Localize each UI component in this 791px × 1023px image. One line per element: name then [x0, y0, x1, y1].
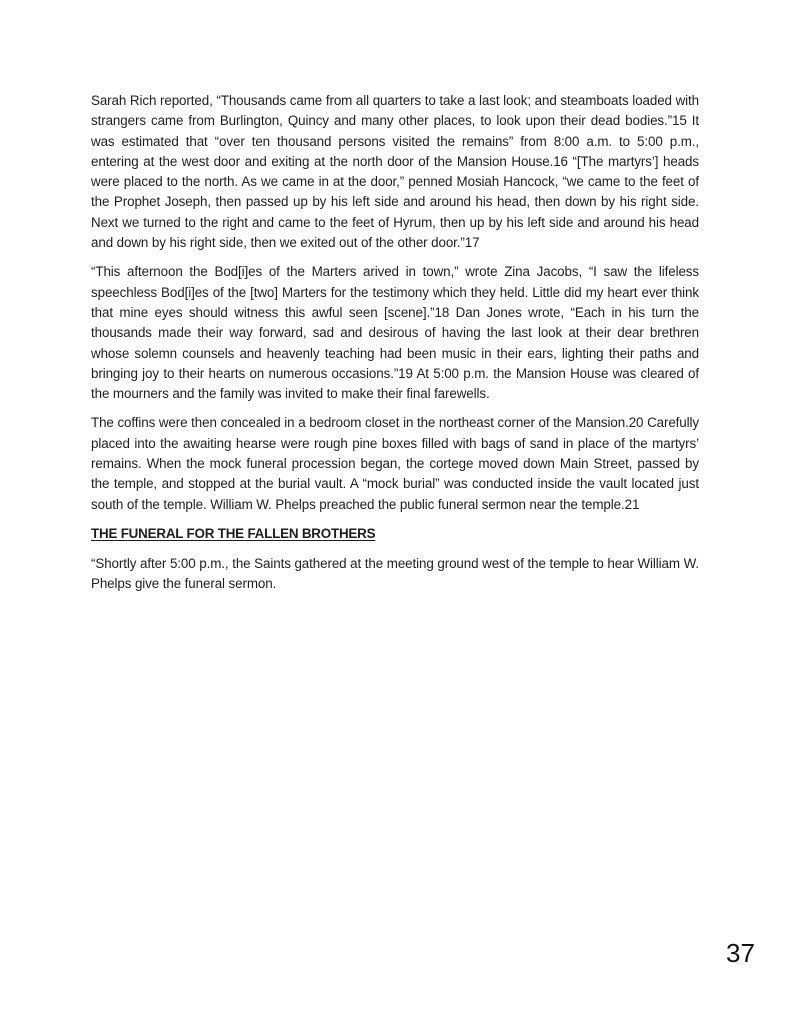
page-body: [91, 91, 699, 604]
paragraph-zina-jacobs: “This afternoon the Bod[i]es of the Marters arived in town,” wrote Zina Jacobs, “I saw the lifeless speechless Bod[i]es of the [two] Marters for the testimony which they held. Little did my heart ever think that mine eyes should witness this awful seen [scene].”18 Dan Jones wrote, “Each in his turn the thousands made their way forward, sad and desirous of having the last look at their dear brethren whose solemn counsels and heavenly teaching had been music in their ears, lighting their paths and bringing joy to their hearts on numerous occasions.”19 At 5:00 p.m. the Mansion House was cleared of the mourners and the family was invited to make their final farewells.: [91, 264, 699, 402]
page-number: 37: [726, 938, 755, 968]
paragraph-viewing: Sarah Rich reported, “Thousands came from all quarters to take a last look; and steamboats loaded with strangers came from Burlington, Quincy and many other places, to look upon their dead bodies.”15 It was estimated that “over ten thousand persons visited the remains” from 8:00 a.m. to 5:00 p.m., entering at the west door and exiting at the north door of the Mansion House.16 “[The martyrs’] heads were placed to the north. As we came in at the door,” penned Mosiah Hancock, “we came to the feet of the Prophet Joseph, then passed up by his left side and around his head, then down by his right side. Next we turned to the right and came to the feet of Hyrum, then up by his left side and around his head and down by his right side, then we exited out of the other door.”17: [91, 93, 699, 251]
paragraph-funeral-sermon: “Shortly after 5:00 p.m., the Saints gathered at the meeting ground west of the temple to hear William W. Phelps give the funeral sermon.: [91, 555, 699, 592]
paragraph-mock-burial: The coffins were then concealed in a bedroom closet in the northeast corner of the Mansion.20 Carefully placed into the awaiting hearse were rough pine boxes filled with bags of sand in place of the martyrs’ remains. When the mock funeral procession began, the cortege moved down Main Street, passed by the temple, and stopped at the burial vault. A “mock burial” was conducted inside the vault located just south of the temple. William W. Phelps preached the public funeral sermon near the temple.21: [91, 415, 699, 512]
section-heading: THE FUNERAL FOR THE FALLEN BROTHERS: [91, 525, 376, 541]
